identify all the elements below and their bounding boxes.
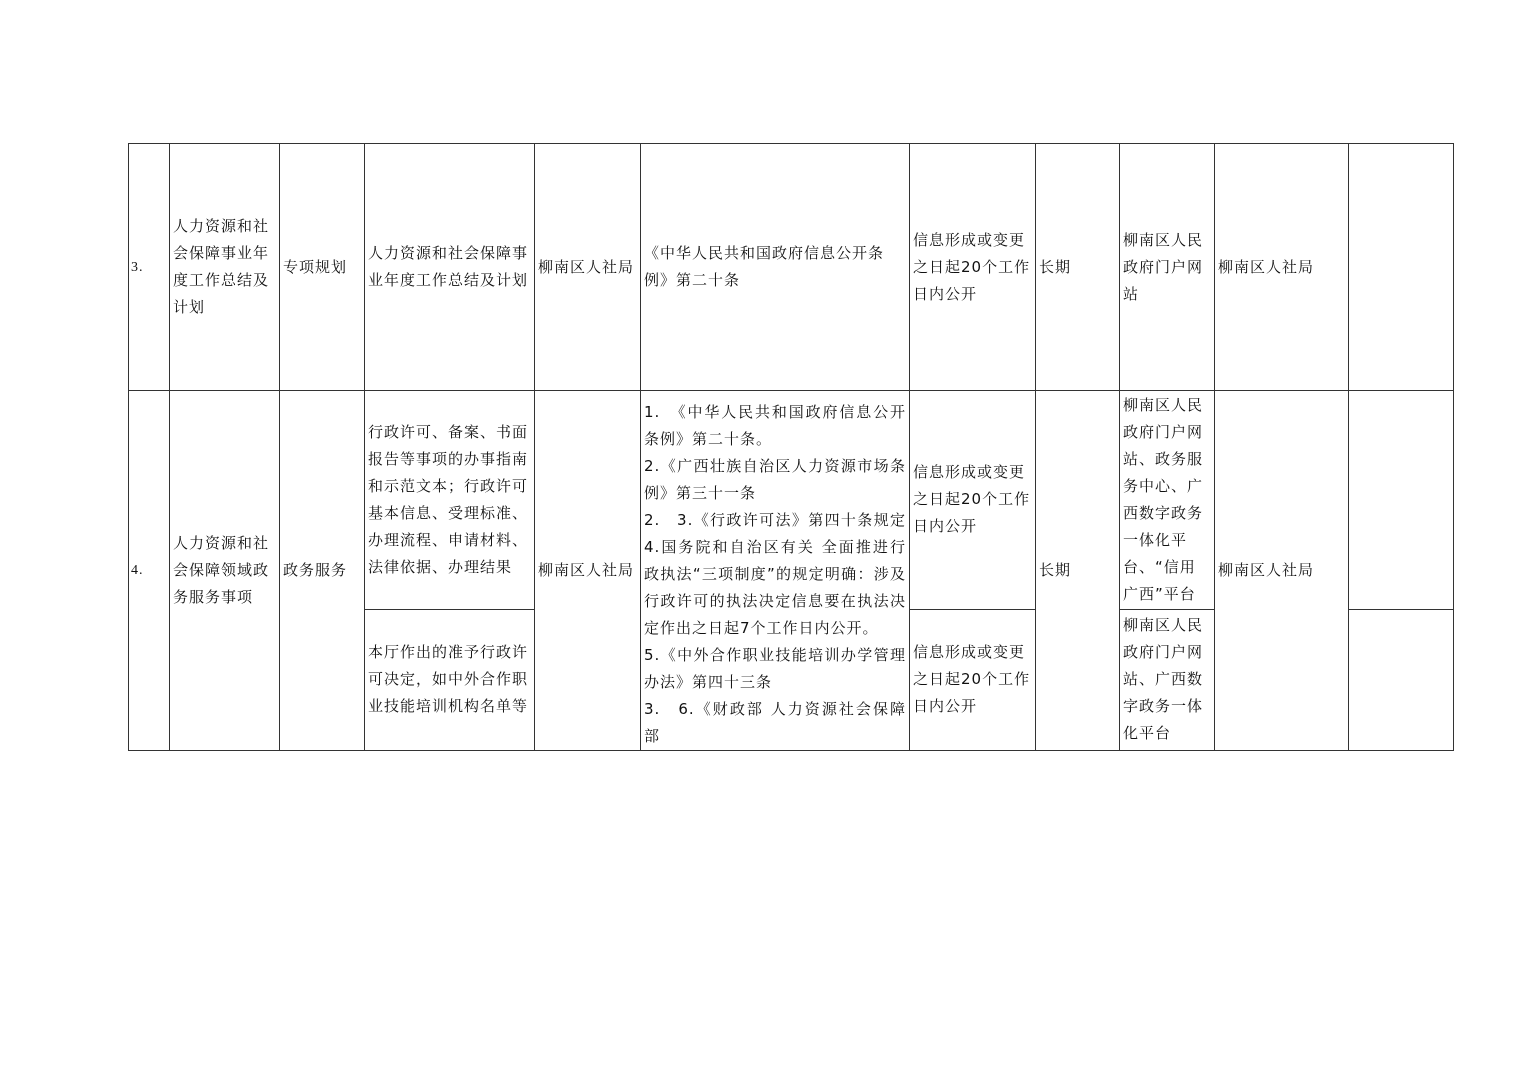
item-name-cell: 人力资源和社会保障领域政务服务事项 (170, 391, 280, 751)
table-row (129, 144, 1454, 391)
period-cell: 长期 (1036, 391, 1120, 751)
remark-cell (1349, 609, 1454, 750)
channel-cell: 柳南区人民政府门户网站、广西数字政务一体化平台 (1120, 609, 1215, 750)
subject-cell: 柳南区人社局 (535, 144, 641, 391)
disclosure-table (128, 143, 1454, 751)
subject-cell: 柳南区人社局 (535, 391, 641, 751)
responsible-cell: 柳南区人社局 (1215, 391, 1349, 751)
period-cell: 长期 (1036, 144, 1120, 391)
category-cell: 政务服务 (280, 391, 365, 751)
responsible-cell: 柳南区人社局 (1215, 144, 1349, 391)
channel-cell: 柳南区人民政府门户网站、政务服务中心、广西数字政务一体化平台、“信用广西”平台 (1120, 391, 1215, 610)
row-number: 4. (129, 391, 170, 751)
category-cell: 专项规划 (280, 144, 365, 391)
content-cell: 本厅作出的准予行政许可决定，如中外合作职业技能培训机构名单等 (365, 609, 535, 750)
basis-line: 3. 6.《财政部 人力资源社会保障部 (644, 700, 906, 745)
basis-line: 1. 《中华人民共和国政府信息公开条例》第二十条。 (644, 403, 906, 448)
item-name-cell: 人力资源和社会保障事业年度工作总结及计划 (170, 144, 280, 391)
time-limit-cell: 信息形成或变更之日起20个工作日内公开 (910, 609, 1036, 750)
content-cell: 人力资源和社会保障事业年度工作总结及计划 (365, 144, 535, 391)
basis-cell (641, 391, 910, 751)
content-cell: 行政许可、备案、书面报告等事项的办事指南和示范文本；行政许可基本信息、受理标准、办理流程、申请材料、法律依据、办理结果 (365, 391, 535, 610)
channel-cell: 柳南区人民政府门户网站 (1120, 144, 1215, 391)
table-row (129, 391, 1454, 610)
basis-line: 5.《中外合作职业技能培训办学管理办法》第四十三条 (644, 646, 906, 691)
basis-line: 2.《广西壮族自治区人力资源市场条例》第三十一条 (644, 457, 906, 502)
basis-line: 2. 3.《行政许可法》第四十条规定4.国务院和自治区有关 全面推进行政执法“三项制度”的规定明确：涉及行政许可的执法决定信息要在执法决定作出之日起7个工作日内公开。 (644, 511, 906, 637)
remark-cell (1349, 144, 1454, 391)
row-number: 3. (129, 144, 170, 391)
time-limit-cell: 信息形成或变更之日起20个工作日内公开 (910, 391, 1036, 610)
remark-cell (1349, 391, 1454, 610)
basis-cell: 《中华人民共和国政府信息公开条例》第二十条 (641, 144, 910, 391)
time-limit-cell: 信息形成或变更之日起20个工作日内公开 (910, 144, 1036, 391)
